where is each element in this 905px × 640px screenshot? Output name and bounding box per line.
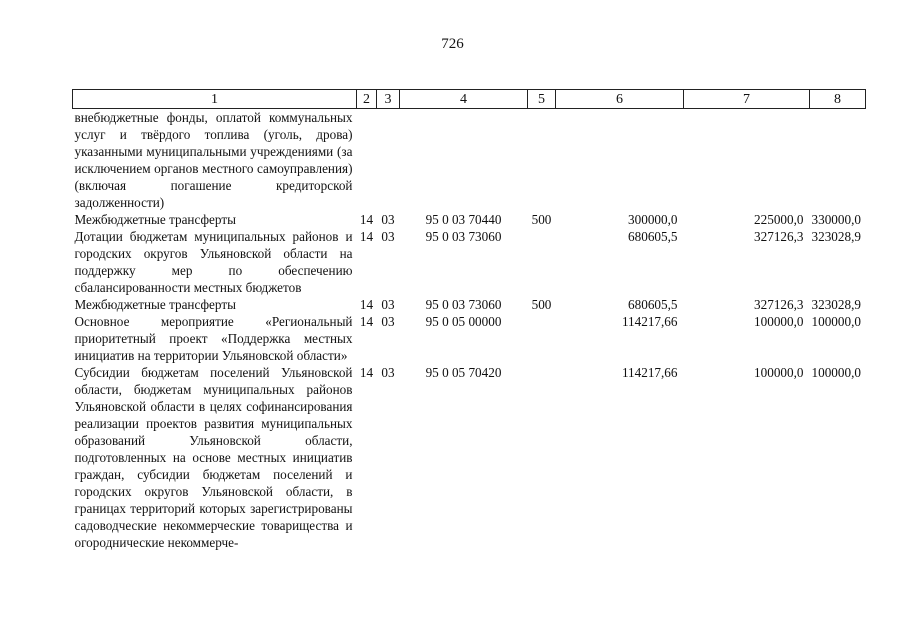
row-target-article: 95 0 03 70440 [425,212,502,227]
row-amount-col7: 100000,0 [754,365,804,380]
table-body [73,109,866,552]
row-section: 14 [359,314,374,329]
row-subsection: 03 [381,297,395,312]
row-section [357,109,377,212]
header-col-2: 2 [357,90,377,109]
header-col-8: 8 [810,90,866,109]
row-target-article: 95 0 03 73060 [425,229,502,244]
row-section: 14 [359,212,374,227]
row-target-article: 95 0 05 00000 [425,314,502,329]
row-subsection: 03 [381,314,395,329]
header-col-1: 1 [73,90,357,109]
table-row [73,313,866,364]
row-amount-col6 [556,109,684,212]
table-row [73,228,866,296]
row-amount-col7: 100000,0 [754,314,804,329]
table-row [73,109,866,212]
header-col-3: 3 [377,90,400,109]
row-amount-col6: 114217,66 [621,314,678,329]
row-amount-col6: 114217,66 [621,365,678,380]
row-description: Субсидии бюджетам поселений Ульяновской области, бюджетам муниципальных районов Ульяновской области в целях софинансирования реализации проектов развития муниципальных образований Ульяновской области, подготовленных на основе местных инициатив граждан, субсидии бюджетам поселений и городских округов Ульяновской области, в границах территорий которых зарегистрированы садоводческие некоммерческие товарищества и огороднические некоммерче- [74,365,353,550]
header-col-4: 4 [400,90,528,109]
row-amount-col8: 100000,0 [811,314,861,329]
row-expense-type: 500 [531,212,552,227]
row-section: 14 [359,297,374,312]
row-section: 14 [359,365,374,380]
row-amount-col8: 323028,9 [811,229,861,244]
row-subsection: 03 [381,229,395,244]
row-amount-col7 [684,109,810,212]
table-row [73,364,866,551]
table-row [73,296,866,313]
row-section: 14 [359,229,374,244]
row-amount-col8 [810,109,866,212]
row-amount-col6: 680605,5 [628,297,678,312]
row-subsection: 03 [381,212,395,227]
row-expense-type [528,313,556,364]
row-subsection [377,109,400,212]
row-expense-type: 500 [531,297,552,312]
row-amount-col7: 327126,3 [754,229,804,244]
row-description: внебюджетные фонды, оплатой коммунальных услуг и твёрдого топлива (уголь, дрова) указанными муниципальными учреждениями (за исключением органов местного самоуправления) (включая погашение кредиторской задолженности) [74,110,353,210]
row-subsection: 03 [381,365,395,380]
budget-table [72,89,866,551]
row-description: Межбюджетные трансферты [74,297,236,312]
row-target-article [400,109,528,212]
row-amount-col8: 100000,0 [811,365,861,380]
header-col-5: 5 [528,90,556,109]
header-col-7: 7 [684,90,810,109]
page-number: 726 [441,36,464,52]
row-amount-col8: 330000,0 [811,212,861,227]
row-expense-type [528,109,556,212]
row-amount-col8: 323028,9 [811,297,861,312]
row-amount-col7: 327126,3 [754,297,804,312]
row-target-article: 95 0 03 73060 [425,297,502,312]
row-description: Дотации бюджетам муниципальных районов и городских округов Ульяновской области на поддержку мер по обеспечению сбалансированности местных бюджетов [74,229,353,295]
row-amount-col6: 300000,0 [628,212,678,227]
row-expense-type [528,364,556,551]
table-header [73,90,866,109]
row-amount-col7: 225000,0 [754,212,804,227]
row-expense-type [528,228,556,296]
row-amount-col6: 680605,5 [628,229,678,244]
row-description: Межбюджетные трансферты [74,212,236,227]
row-description: Основное мероприятие «Региональный приоритетный проект «Поддержка местных инициатив на территории Ульяновской области» [74,314,353,363]
table-row [73,211,866,228]
row-target-article: 95 0 05 70420 [425,365,502,380]
header-col-6: 6 [556,90,684,109]
